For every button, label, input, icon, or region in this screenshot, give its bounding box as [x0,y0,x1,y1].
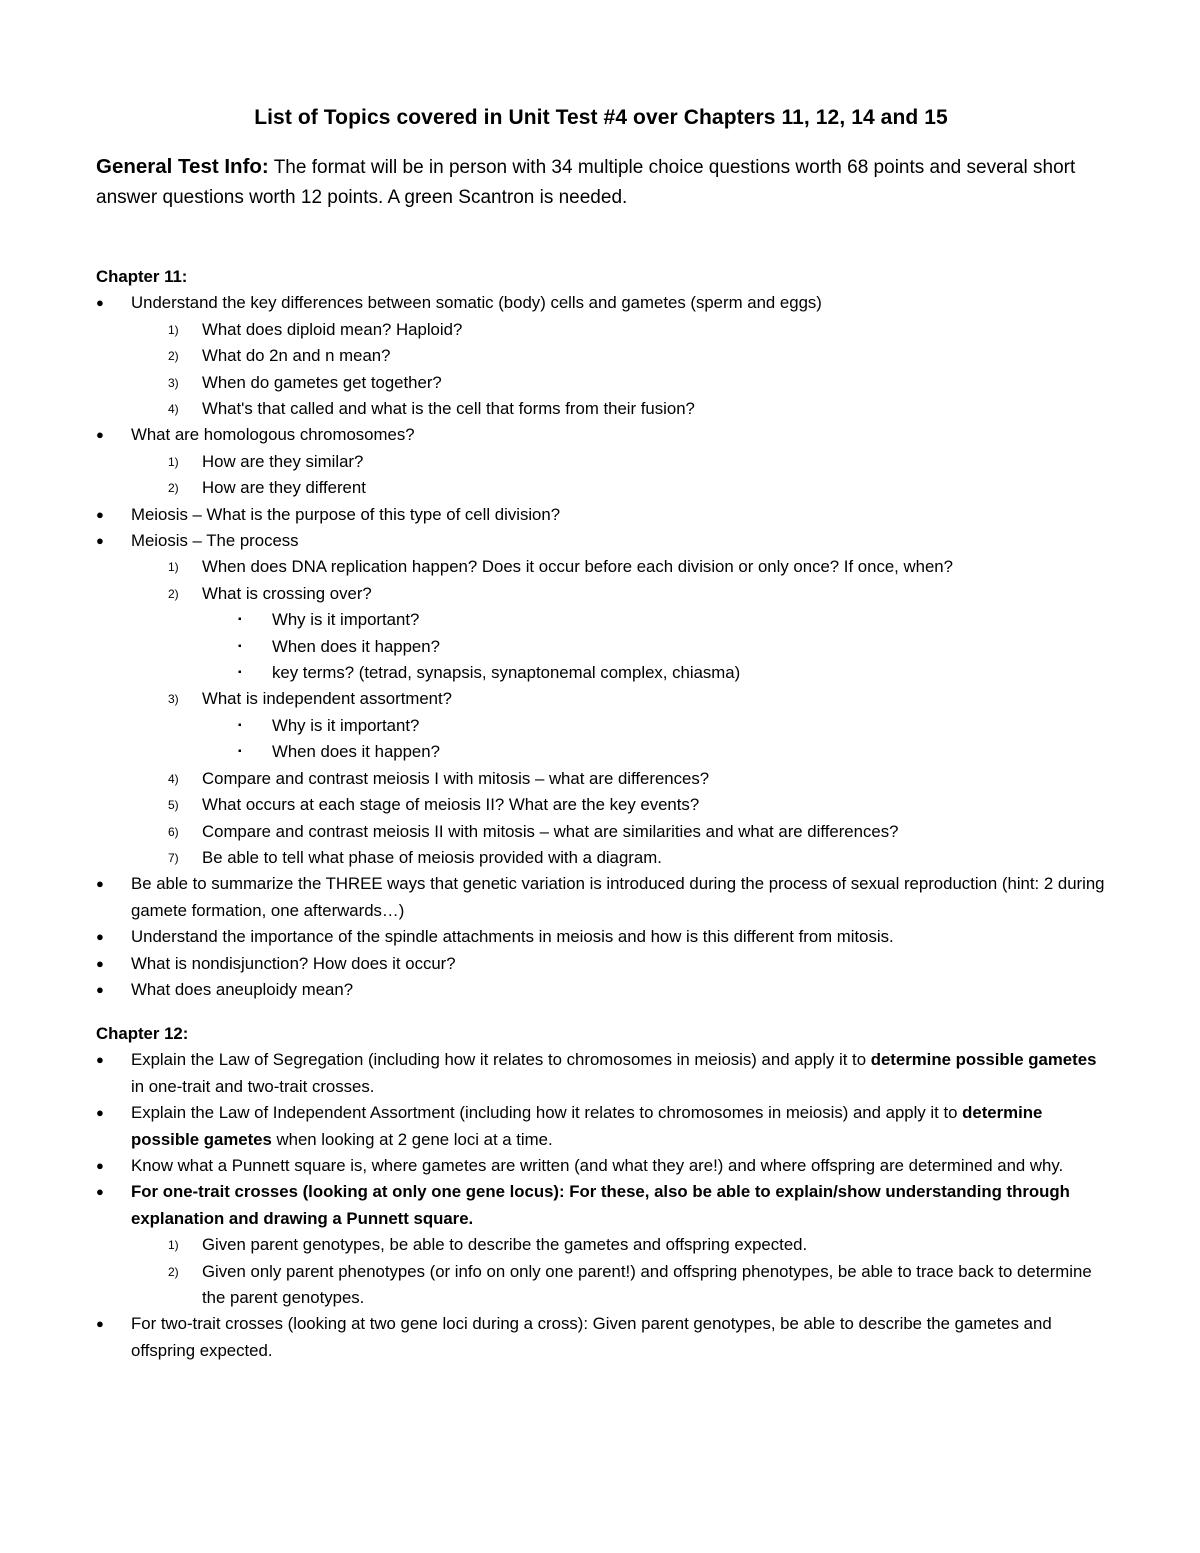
list-item [96,528,1106,554]
item-text: What is independent assortment? [202,689,452,709]
list-item [96,634,1106,660]
list-item [96,845,1106,871]
bullet-icon: ● [96,1184,104,1200]
item-text: How are they similar? [202,451,364,471]
item-number: 5) [168,798,179,813]
item-text: When does it happen? [272,742,440,762]
bullet-icon: ● [96,955,104,971]
item-number: 1) [168,560,179,575]
item-number: 6) [168,824,179,839]
item-text-bold: determine possible gametes [131,1103,1043,1149]
item-text: When does it happen? [272,636,440,656]
item-text: Why is it important? [272,715,420,735]
item-number: 1) [168,1238,179,1253]
list-item [96,924,1106,950]
item-number: 2) [168,1264,179,1279]
item-text: When does DNA replication happen? Does it occur before each division or only once? If once, when? [202,557,953,577]
item-number: 7) [168,850,179,865]
bullet-icon: ● [96,929,104,945]
square-bullet-icon: ▪ [238,746,242,758]
list-item [96,475,1106,501]
item-text: Understand the key differences between somatic (body) cells and gametes (sperm and eggs) [131,293,822,313]
list-item [96,449,1106,475]
item-number: 3) [168,692,179,707]
list-item [96,1311,1106,1364]
list-item [96,1153,1106,1179]
item-text: What are homologous chromosomes? [131,425,415,445]
page-title: List of Topics covered in Unit Test #4 over Chapters 11, 12, 14 and 15 [254,106,948,129]
bullet-icon: ● [96,533,104,549]
item-text: when looking at 2 gene loci at a time. [271,1129,553,1149]
item-number: 1) [168,322,179,337]
item-text: What does diploid mean? Haploid? [202,319,463,339]
list-item [96,792,1106,818]
general-test-info [96,152,1106,213]
square-bullet-icon: ▪ [238,640,242,652]
list-item [96,554,1106,580]
list-item [96,422,1106,448]
list-item [96,819,1106,845]
square-bullet-icon: ▪ [238,614,242,626]
list-item [96,607,1106,633]
item-text: What is nondisjunction? How does it occur? [131,953,456,973]
item-text: key terms? (tetrad, synapsis, synaptonemal complex, chiasma) [272,663,741,683]
item-number: 2) [168,349,179,364]
chapter-12-title: Chapter 12: [96,1024,189,1043]
item-number: 4) [168,771,179,786]
bullet-icon: ● [96,1052,104,1068]
chapter-12-section [96,1021,1106,1364]
list-item [96,1047,1106,1100]
item-text: Be able to summarize the THREE ways that genetic variation is introduced during the process of sexual reproduction (hint: 2 during gamete formation, one afterwards…) [131,874,1105,920]
general-info-label: General Test Info: [96,155,269,178]
list-item [96,739,1106,765]
list-item [96,713,1106,739]
item-number: 2) [168,481,179,496]
bullet-icon: ● [96,1105,104,1121]
item-text: What does aneuploidy mean? [131,979,354,999]
item-number: 4) [168,402,179,417]
list-item [96,1100,1106,1153]
item-text: What occurs at each stage of meiosis II? What are the key events? [202,795,700,815]
list-item [96,396,1106,422]
chapter-11-list [96,290,1106,1003]
item-text: Compare and contrast meiosis II with mitosis – what are similarities and what are differences? [202,821,899,841]
bullet-icon: ● [96,981,104,997]
item-text: Know what a Punnett square is, where gametes are written (and what they are!) and where offspring are determined and why. [131,1156,1064,1176]
bullet-icon: ● [96,295,104,311]
list-item [96,370,1106,396]
item-text: How are they different [202,478,366,498]
list-item [96,977,1106,1003]
bullet-icon: ● [96,1316,104,1332]
list-item [96,581,1106,607]
list-item [96,871,1106,924]
item-text: Be able to tell what phase of meiosis provided with a diagram. [202,847,662,867]
item-text: Why is it important? [272,610,420,630]
chapter-11-section [96,264,1106,1003]
item-text: What do 2n and n mean? [202,346,391,366]
bullet-icon: ● [96,1158,104,1174]
item-text: What is crossing over? [202,583,372,603]
list-item [96,317,1106,343]
list-item [96,766,1106,792]
list-item [96,1179,1106,1232]
list-item [96,686,1106,712]
item-text: Given parent genotypes, be able to describe the gametes and offspring expected. [202,1235,808,1255]
item-text: When do gametes get together? [202,372,442,392]
item-text: Explain the Law of Independent Assortment (including how it relates to chromosomes in meiosis) and apply it to [131,1103,963,1123]
list-item [96,1232,1106,1258]
item-number: 3) [168,375,179,390]
item-text: For two-trait crosses (looking at two gene loci during a cross): Given parent genotypes, be able to describe the gametes and offspring expected. [131,1314,1052,1360]
square-bullet-icon: ▪ [238,719,242,731]
list-item [96,951,1106,977]
item-text: Explain the Law of Segregation (including how it relates to chromosomes in meiosis) and apply it to [131,1050,871,1070]
item-text: Meiosis – The process [131,531,299,551]
item-text-bold: For one-trait crosses (looking at only one gene locus): For these, also be able to explain/show understanding through explanation and drawing a Punnett square. [131,1182,1070,1228]
bullet-icon: ● [96,876,104,892]
bullet-icon: ● [96,427,104,443]
square-bullet-icon: ▪ [238,667,242,679]
item-number: 2) [168,586,179,601]
list-item [96,502,1106,528]
chapter-12-list [96,1047,1106,1364]
item-text: Meiosis – What is the purpose of this type of cell division? [131,504,561,524]
bullet-icon: ● [96,506,104,522]
item-text: Given only parent phenotypes (or info on only one parent!) and offspring phenotypes, be able to trace back to determine the parent genotypes. [202,1261,1092,1308]
item-text: What's that called and what is the cell that forms from their fusion? [202,399,695,419]
chapter-11-title: Chapter 11: [96,267,188,286]
item-text: Understand the importance of the spindle attachments in meiosis and how is this different from mitosis. [131,927,894,947]
item-number: 1) [168,454,179,469]
item-text: in one-trait and two-trait crosses. [131,1076,375,1096]
item-text: Compare and contrast meiosis I with mitosis – what are differences? [202,768,710,788]
list-item [96,1259,1106,1312]
item-text-bold: determine possible gametes [870,1050,1097,1070]
list-item [96,290,1106,316]
general-info-text: The format will be in person with 34 multiple choice questions worth 68 points and several short answer questions worth 12 points. A green Scantron is needed. [96,157,1076,208]
list-item [96,343,1106,369]
list-item [96,660,1106,686]
